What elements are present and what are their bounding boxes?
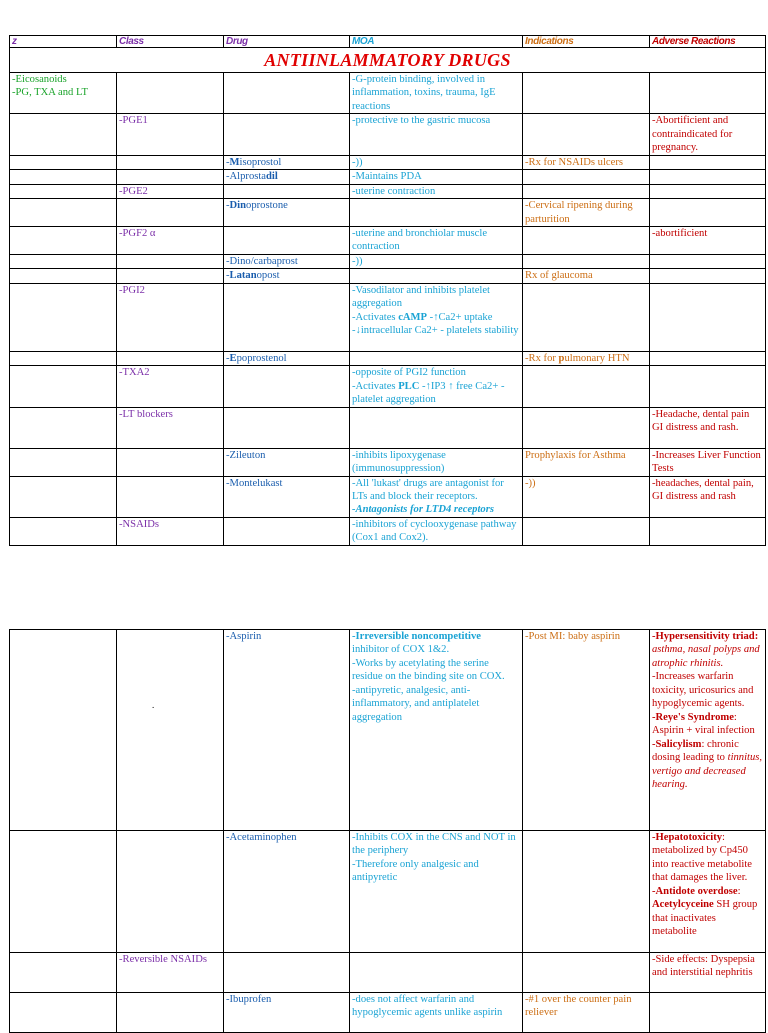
class-cell [117,269,224,283]
drug-cell [224,351,350,365]
adverse-cell [650,351,766,365]
adverse-line: -Increases warfarin toxicity, uricosurics and hypoglycemic agents. [652,671,754,710]
moa-cell: -uterine contraction [350,184,523,198]
header-cell: Indications [523,36,650,48]
group-cell [10,630,117,831]
class-cell: -PGE2 [117,184,224,198]
moa-cell [350,630,523,831]
class-cell [117,476,224,517]
group-cell [10,199,117,227]
indication-cell [523,184,650,198]
indication-cell [523,73,650,114]
drug-name-rest: poprostenol [236,352,287,364]
drug-cell [224,283,350,351]
indication-cell: -Cervical ripening during parturition [523,199,650,227]
drug-cell: -Zileuton [224,448,350,476]
adverse-cell: -Abortificient and contraindicated for pregnancy. [650,114,766,155]
indication-cell [523,254,650,268]
drug-name-rest: opost [256,270,280,282]
drug-name-bold: Din [229,200,247,212]
group-cell [10,351,117,365]
adverse-line: -Antidote overdose: [652,885,741,897]
indication-cell: Prophylaxis for Asthma [523,448,650,476]
moa-line: -Vasodilator and inhibits platelet aggregation [352,284,490,310]
indication-cell [523,831,650,953]
adverse-cell: -abortificient [650,226,766,254]
moa-cell: -protective to the gastric mucosa [350,114,523,155]
drug-name-bold: dil [266,171,278,183]
indication-cell [523,517,650,545]
moa-cell: -inhibits lipoxygenase (immunosuppression) [350,448,523,476]
adverse-cell [650,517,766,545]
class-cell [117,155,224,169]
group-cell [10,407,117,448]
group-cell [10,73,117,114]
drug-table-part1 [9,35,766,546]
stray-mark: . [152,700,155,710]
indication-cell: -#1 over the counter pain reliever [523,993,650,1033]
adverse-cell [650,993,766,1033]
drug-cell: -Misoprostol [224,155,350,169]
table-row [10,366,766,407]
indication-cell: -Rx for pulmonary HTN [523,351,650,365]
drug-cell [224,517,350,545]
drug-cell [224,407,350,448]
adverse-cell [650,73,766,114]
table-row [10,170,766,184]
class-cell: -Reversible NSAIDs [117,953,224,993]
table-row [10,831,766,953]
indication-cell [523,366,650,407]
moa-line: -Works by acetylating the serine residue on the binding site on COX. [352,657,505,683]
indication-cell: -Rx for NSAIDs ulcers [523,155,650,169]
class-cell: -PGE1 [117,114,224,155]
group-cell [10,114,117,155]
drug-cell [224,73,350,114]
adverse-cell [650,170,766,184]
class-cell: -PGF2 α [117,226,224,254]
table-row [10,283,766,351]
moa-cell [350,953,523,993]
header-cell: z [10,36,117,48]
drug-name-bold: E [229,352,237,364]
table-row [10,199,766,227]
group-label: -Eicosanoids [12,74,67,85]
moa-keyword: -Irreversible noncompetitive [352,631,481,642]
moa-line: -Activates cAMP -↑Ca2+ uptake [352,311,493,323]
adverse-line: Acetylcyceine SH group that inactivates metabolite [652,899,758,938]
indication-cell [523,953,650,993]
adverse-cell [650,254,766,268]
drug-name-rest: isoprostol [239,156,282,168]
class-cell [117,993,224,1033]
table-row [10,407,766,448]
adverse-cell [650,269,766,283]
group-cell [10,226,117,254]
moa-cell [350,366,523,407]
drug-cell: -Acetaminophen [224,831,350,953]
indication-cell [523,114,650,155]
indication-cell [523,170,650,184]
group-cell [10,448,117,476]
drug-cell [224,953,350,993]
class-cell: -NSAIDs [117,517,224,545]
drug-name-pre: - [226,352,230,364]
class-cell: -PGI2 [117,283,224,351]
table-row [10,269,766,283]
table-row [10,993,766,1033]
adverse-line: -Reye's Syndrome: Aspirin + viral infection [652,711,755,737]
adverse-line: -Hypersensitivity triad: asthma, nasal polyps and atrophic rhinitis. [652,631,760,669]
adverse-cell [650,630,766,831]
indication-cell [523,283,650,351]
moa-line: -Activates PLC -↑IP3 ↑ free Ca2+ - platelet aggregation [352,380,505,406]
moa-cell [350,283,523,351]
adverse-cell: -Side effects: Dyspepsia and interstitial nephritis [650,953,766,993]
indication-cell [523,226,650,254]
adverse-cell: -headaches, dental pain, GI distress and rash [650,476,766,517]
moa-cell: -)) [350,155,523,169]
moa-cell [350,831,523,953]
indication-cell: Rx of glaucoma [523,269,650,283]
indication-cell: -)) [523,476,650,517]
moa-cell [350,269,523,283]
table-row [10,476,766,517]
group-cell [10,283,117,351]
moa-cell: -G-protein binding, involved in inflammation, toxins, trauma, IgE reactions [350,73,523,114]
adverse-cell [650,283,766,351]
moa-cell: -Maintains PDA [350,170,523,184]
header-cell: Adverse Reactions [650,36,766,48]
class-cell [117,73,224,114]
indication-cell [523,407,650,448]
class-cell [117,199,224,227]
moa-line: -opposite of PGI2 function [352,367,466,379]
group-cell [10,170,117,184]
table-row [10,114,766,155]
class-cell [117,831,224,953]
drug-cell [224,199,350,227]
drug-name-rest: oprostone [246,200,288,212]
moa-line: -antipyretic, analgesic, anti-inflammatory, and antiplatelet aggregation [352,684,480,723]
moa-cell: -)) [350,254,523,268]
class-cell [117,448,224,476]
table-row [10,630,766,831]
class-cell [117,254,224,268]
drug-cell [224,170,350,184]
group-cell [10,831,117,953]
moa-line: -Therefore only analgesic and antipyretic [352,858,479,884]
moa-line: -Antagonists for LTD4 receptors [352,504,494,516]
moa-line: -Irreversible noncompetitive inhibitor of COX 1&2. [352,631,481,656]
adverse-line: -Salicylism: chronic dosing leading to tinnitus, vertigo and decreased hearing. [652,738,763,790]
drug-table-part2 [9,629,766,1033]
table-row [10,254,766,268]
group-cell [10,517,117,545]
moa-cell [350,351,523,365]
moa-cell: -inhibitors of cyclooxygenase pathway (Cox1 and Cox2). [350,517,523,545]
drug-cell [224,366,350,407]
drug-cell [224,114,350,155]
group-cell [10,476,117,517]
header-cell: Class [117,36,224,48]
moa-cell [350,476,523,517]
table-row [10,351,766,365]
adverse-cell: -Increases Liver Function Tests [650,448,766,476]
adverse-cell: -Headache, dental pain GI distress and rash. [650,407,766,448]
moa-line: -↓intracellular Ca2+ - platelets stability [352,325,519,337]
class-cell [117,170,224,184]
group-cell [10,184,117,198]
moa-cell: -does not affect warfarin and hypoglycemic agents unlike aspirin [350,993,523,1033]
moa-cell [350,199,523,227]
moa-keyword: cAMP [398,311,428,323]
group-cell [10,155,117,169]
moa-line: -Inhibits COX in the CNS and NOT in the periphery [352,832,516,857]
indication-cell: -Post MI: baby aspirin [523,630,650,831]
header-cell: Drug [224,36,350,48]
moa-cell [350,407,523,448]
adverse-cell [650,184,766,198]
class-cell: -TXA2 [117,366,224,407]
moa-keyword: PLC [398,380,420,392]
adverse-cell [650,155,766,169]
drug-cell: -Aspirin [224,630,350,831]
page-title: ANTIINLAMMATORY DRUGS [10,48,766,73]
table-row [10,226,766,254]
table-row [10,155,766,169]
drug-name-pre: - [226,270,230,282]
adverse-cell [650,831,766,953]
class-cell [117,351,224,365]
drug-cell [224,226,350,254]
group-cell [10,953,117,993]
moa-line: -All 'lukast' drugs are antagonist for LTs and block their receptors. [352,477,504,502]
drug-cell [224,184,350,198]
drug-name-bold: M [229,156,240,168]
table-row [10,953,766,993]
group-cell [10,366,117,407]
group-cell [10,269,117,283]
header-cell: MOA [350,36,523,48]
table-row [10,517,766,545]
drug-name-pre: - [226,200,230,212]
table-row [10,73,766,114]
header-row [10,36,766,48]
drug-name-pre: -Alprosta [226,171,267,183]
drug-cell: -Montelukast [224,476,350,517]
adverse-cell [650,366,766,407]
drug-cell: -Ibuprofen [224,993,350,1033]
drug-name-bold: Latan [229,270,257,282]
group-cell [10,993,117,1033]
adverse-line: -Hepatotoxicity: metabolized by Cp450 into reactive metabolite that damages the liver. [652,832,753,884]
drug-cell [224,269,350,283]
group-label: -PG, TXA and LT [12,87,88,99]
table-row [10,448,766,476]
table-row [10,184,766,198]
class-cell [117,630,224,831]
title-row [10,48,766,73]
class-cell: -LT blockers [117,407,224,448]
group-cell [10,254,117,268]
adverse-cell [650,199,766,227]
drug-cell: -Dino/carbaprost [224,254,350,268]
moa-cell: -uterine and bronchiolar muscle contraction [350,226,523,254]
